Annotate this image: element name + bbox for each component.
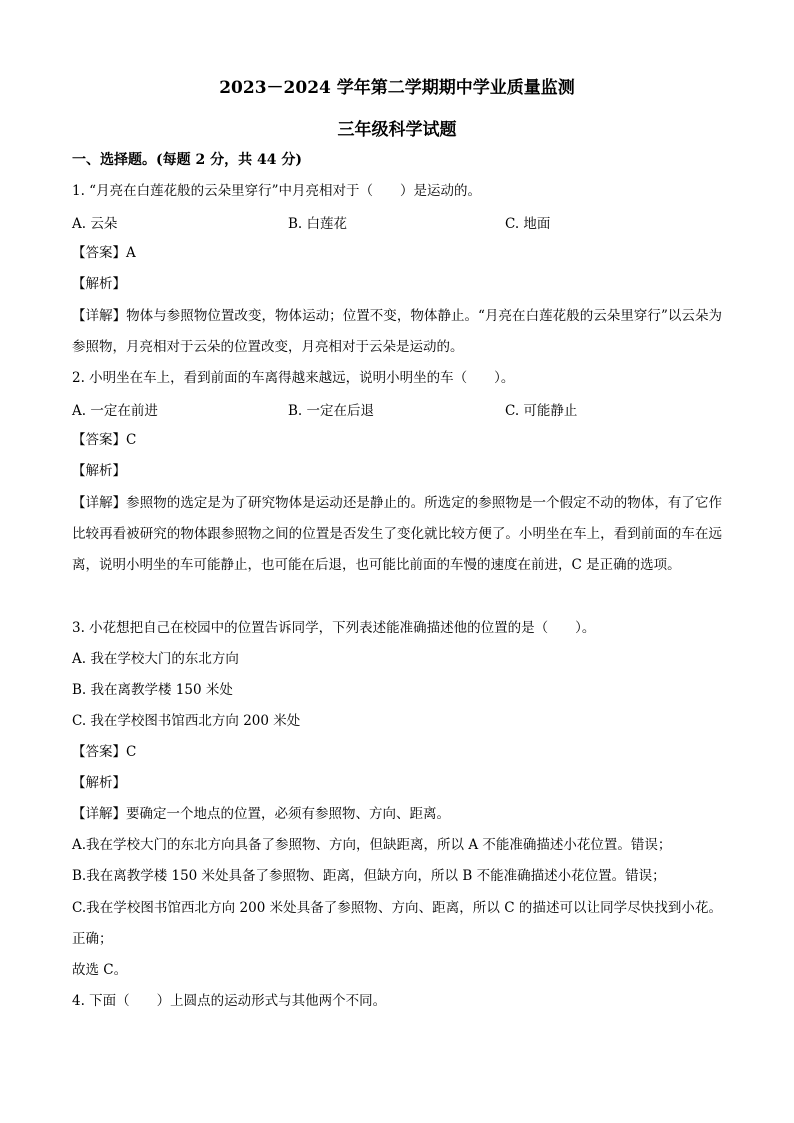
question-3-detail-c: C.我在学校图书馆西北方向 200 米处具备了参照物、方向、距离，所以 C 的描述可以让同学尽快找到小花。正确； <box>72 900 722 947</box>
question-3-option-c: C. 我在学校图书馆西北方向 200 米处 <box>72 713 301 729</box>
question-3-detail-intro: 【详解】要确定一个地点的位置，必须有参照物、方向、距离。 <box>72 806 450 822</box>
question-1-answer: 【答案】A <box>72 245 136 261</box>
question-3-option-a: A. 我在学校大门的东北方向 <box>72 651 239 667</box>
question-1-option-c: C. 地面 <box>505 216 551 232</box>
question-3-detail-a: A.我在学校大门的东北方向具备了参照物、方向，但缺距离，所以 A 不能准确描述小花位置。错误； <box>72 837 672 853</box>
question-1-analysis-label: 【解析】 <box>72 276 126 292</box>
question-2-option-c: C. 可能静止 <box>505 403 578 419</box>
question-2-stem: 2. 小明坐在车上，看到前面的车离得越来越远，说明小明坐的车（ ）。 <box>72 370 515 386</box>
question-2-detail: 【详解】参照物的选定是为了研究物体是运动还是静止的。所选定的参照物是一个假定不动的物体，有了它作比较再看被研究的物体跟参照物之间的位置是否发生了变化就比较方便了。小明坐在车上，看到前面的车在远离，说明小明坐的车可能静止，也可能在后退，也可能比前面的车慢的速度在前进，C 是正确的选项。 <box>72 495 722 573</box>
question-1-detail: 【详解】物体与参照物位置改变，物体运动；位置不变，物体静止。“月亮在白莲花般的云朵里穿行”以云朵为参照物，月亮相对于云朵的位置改变，月亮相对于云朵是运动的。 <box>72 308 722 355</box>
question-3-answer: 【答案】C <box>72 744 137 760</box>
question-1-option-b: B. 白莲花 <box>288 216 348 232</box>
exam-subtitle: 三年级科学试题 <box>337 120 457 140</box>
question-3-analysis-label: 【解析】 <box>72 775 126 791</box>
exam-title: 2023－2024 学年第二学期期中学业质量监测 <box>219 78 575 98</box>
section-heading: 一、选择题。(每题 2 分，共 44 分) <box>72 152 302 168</box>
question-2-option-a: A. 一定在前进 <box>72 403 158 419</box>
question-3-stem: 3. 小花想把自己在校园中的位置告诉同学，下列表述能准确描述他的位置的是（ ）。 <box>72 620 596 636</box>
question-2-analysis-label: 【解析】 <box>72 463 126 479</box>
question-2-option-b: B. 一定在后退 <box>288 403 375 419</box>
question-1-stem: 1. “月亮在白莲花般的云朵里穿行”中月亮相对于（ ）是运动的。 <box>72 183 481 199</box>
question-2-answer: 【答案】C <box>72 432 137 448</box>
question-3-detail-b: B.我在离教学楼 150 米处具备了参照物、距离，但缺方向，所以 B 不能准确描述小花位置。错误； <box>72 868 666 884</box>
question-4-stem: 4. 下面（ ）上圆点的运动形式与其他两个不同。 <box>72 993 387 1009</box>
question-3-conclusion: 故选 C。 <box>72 962 128 978</box>
question-1-option-a: A. 云朵 <box>72 216 118 232</box>
question-3-option-b: B. 我在离教学楼 150 米处 <box>72 682 233 698</box>
